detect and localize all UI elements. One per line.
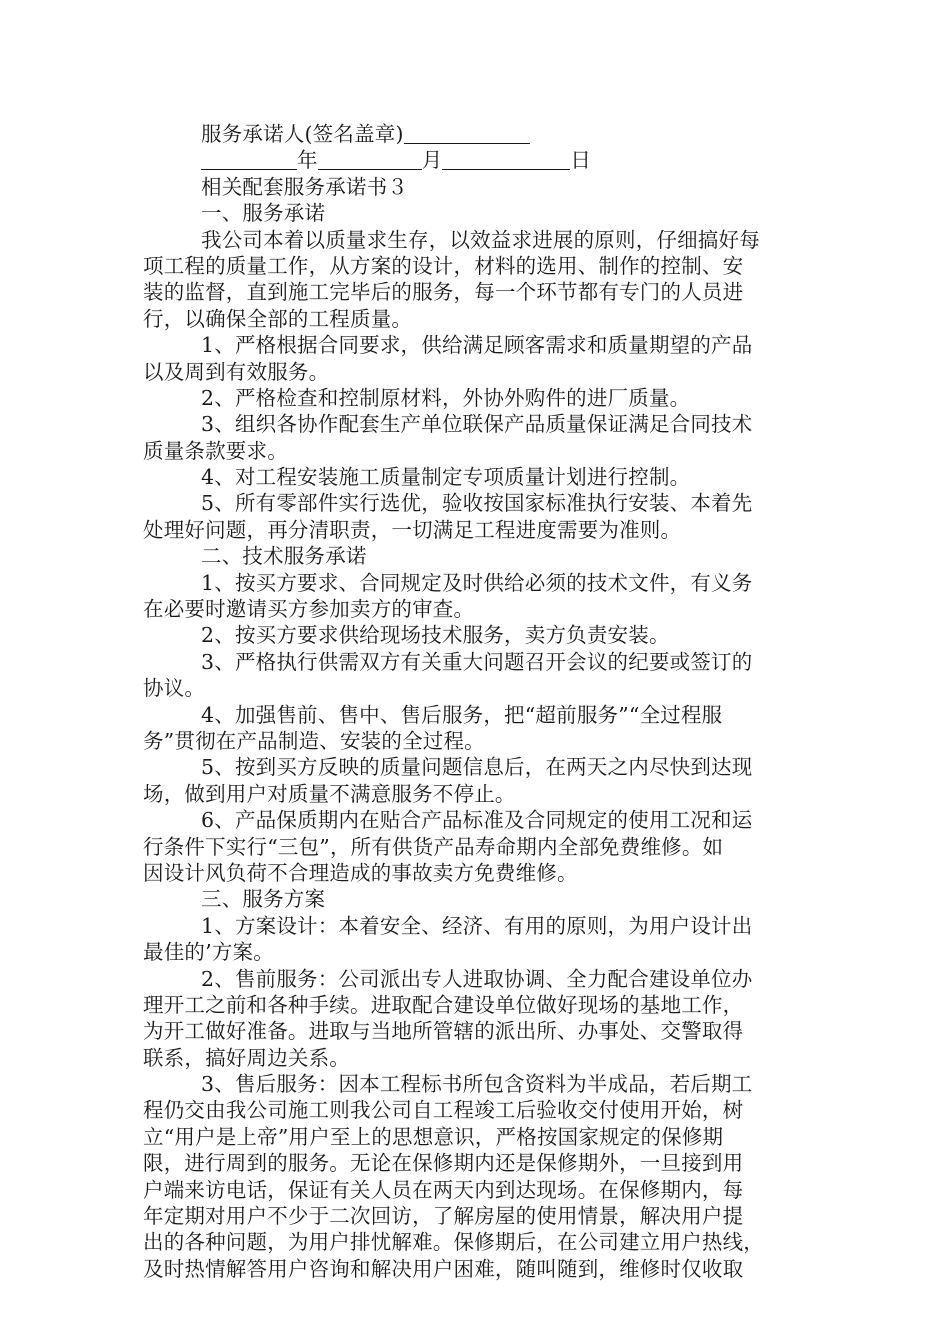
text-line: 务”贯彻在产品制造、安装的全过程。	[143, 728, 485, 753]
text-line: 以及周到有效服务。	[143, 359, 330, 384]
document-title: 相关配套服务承诺书３	[201, 174, 408, 199]
text-line: 年定期对用户不少于二次回访，了解房屋的使用情景，解决用户提	[143, 1204, 744, 1229]
section-heading: 三、服务方案	[201, 887, 326, 912]
text-line: 我公司本着以质量求生存，以效益求进展的原则，仔细搞好每	[201, 227, 760, 252]
text-line: 1、方案设计：本着安全、经济、有用的原则，为用户设计出	[201, 913, 753, 938]
text-line: 1、按买方要求、合同规定及时供给必须的技术文件，有义务	[201, 570, 753, 595]
text-line: 最佳的’方案。	[143, 940, 274, 965]
text-line: 2、严格检查和控制原材料，外协外购件的进厂质量。	[201, 385, 691, 410]
text-line: 行条件下实行“三包”，所有供货产品寿命期内全部免费维修。如	[143, 834, 724, 859]
text-line: 1、严格根据合同要求，供给满足顾客需求和质量期望的产品	[201, 333, 753, 358]
text-line: 2、按买方要求供给现场技术服务，卖方负责安装。	[201, 623, 670, 648]
year-label: 年	[297, 148, 318, 173]
text-line: 场，做到用户对质量不满意服务不停止。	[143, 781, 516, 806]
text-line: 户端来访电话，保证有关人员在两天内到达现场。在保修期内，每	[143, 1177, 744, 1202]
text-line: 3、售后服务：因本工程标书所包含资料为半成品，若后期工	[201, 1072, 753, 1097]
text-line: 项工程的质量工作，从方案的设计，材料的选用、制作的控制、安	[143, 253, 744, 278]
text-line: 及时热情解答用户咨询和解决用户困难，随叫随到，维修时仅收取	[143, 1256, 744, 1281]
signature-blank	[404, 123, 530, 144]
text-line: 行，以确保全部的工程质量。	[143, 306, 413, 331]
text-line: 3、严格执行供需双方有关重大问题召开会议的纪要或签订的	[201, 649, 753, 674]
day-blank	[442, 149, 570, 170]
text-line: 处理好问题，再分清职责，一切满足工程进度需要为准则。	[143, 517, 682, 542]
year-blank	[201, 149, 297, 170]
text-line: 出的各种问题，为用户排忧解难。保修期后，在公司建立用户热线，	[143, 1230, 764, 1255]
text-line: 立“用户是上帝”用户至上的思想意识，严格按国家规定的保修期	[143, 1124, 724, 1149]
text-line: 质量条款要求。	[143, 438, 288, 463]
document-lines	[143, 200, 811, 1282]
text-line: 5、所有零部件实行选优，验收按国家标准执行安装、本着先	[201, 491, 753, 516]
text-line: 联系，搞好周边关系。	[143, 1045, 350, 1070]
text-line: 协议。	[143, 676, 206, 701]
month-label: 月	[421, 148, 443, 173]
text-line: 5、按到买方反映的质量问题信息后，在两天之内尽快到达现	[201, 755, 753, 780]
text-line: 4、对工程安装施工质量制定专项质量计划进行控制。	[201, 465, 691, 490]
text-line: 3、组织各协作配套生产单位联保产品质量保证满足合同技术	[201, 412, 753, 437]
date-line	[143, 147, 811, 173]
text-line: 4、加强售前、售中、售后服务，把“超前服务”“全过程服	[201, 702, 723, 727]
text-line: 理开工之前和各种手续。进取配合建设单位做好现场的基地工作，	[143, 992, 744, 1017]
section-heading: 一、服务承诺	[201, 201, 326, 226]
month-blank	[318, 149, 422, 170]
text-line: 程仍交由我公司施工则我公司自工程竣工后验收交付使用开始，树	[143, 1098, 744, 1123]
signature-label: 服务承诺人(签名盖章)	[201, 122, 404, 146]
text-line: 为开工做好准备。进取与当地所管辖的派出所、办事处、交警取得	[143, 1019, 744, 1044]
document-body	[143, 121, 811, 1282]
section-heading: 二、技术服务承诺	[201, 544, 367, 569]
signature-line	[143, 121, 811, 147]
text-line: 6、产品保质期内在贴合产品标准及合同规定的使用工况和运	[201, 808, 753, 833]
text-line: 2、售前服务：公司派出专人进取协调、全力配合建设单位办	[201, 966, 753, 991]
text-line: 限，进行周到的服务。无论在保修期内还是保修期外，一旦接到用	[143, 1151, 744, 1176]
text-line: 因设计风负荷不合理造成的事故卖方免费维修。	[143, 860, 578, 885]
text-line: 装的监督，直到施工完毕后的服务，每一个环节都有专门的人员进	[143, 280, 744, 305]
day-label: 日	[570, 148, 592, 173]
text-line: 在必要时邀请买方参加卖方的审查。	[143, 597, 475, 622]
